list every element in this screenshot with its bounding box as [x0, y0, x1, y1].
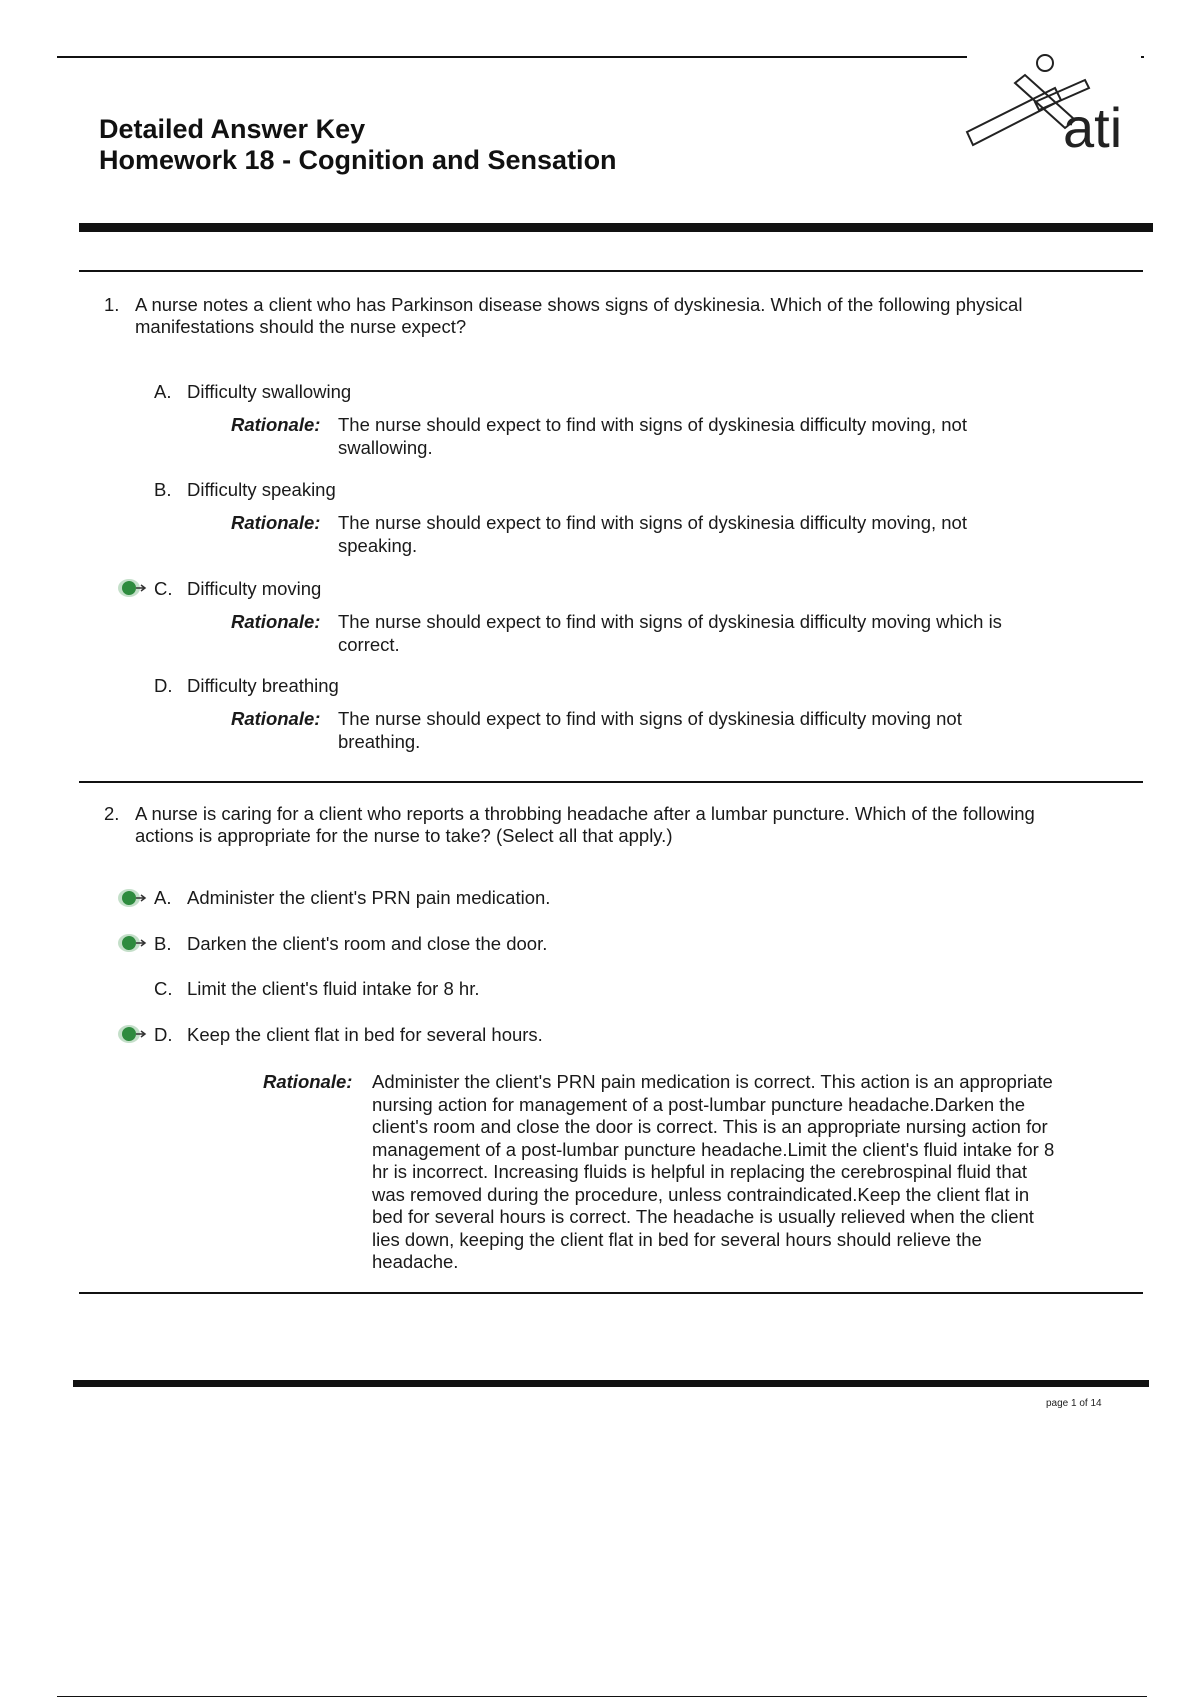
q1-option-b-rationale: [231, 512, 1051, 557]
rationale-line: client's room and close the door is correct. This is an appropriate nursing action for: [372, 1116, 1048, 1137]
rationale-line: lies down, keeping the client flat in bed for several hours should relieve the: [372, 1228, 982, 1250]
q2-option-c: [154, 978, 479, 1000]
rationale-line: swallowing.: [338, 436, 433, 458]
option-letter: B.: [154, 933, 172, 954]
rationale-label: Rationale:: [263, 1071, 353, 1092]
option-letter: A.: [154, 887, 172, 908]
rationale-line: nursing action for management of a post-lumbar puncture headache.Darken the: [372, 1093, 1026, 1115]
option-text: Difficulty moving: [187, 578, 322, 599]
q1-option-d-rationale: [231, 708, 1051, 753]
option-text: Darken the client's room and close the door.: [187, 933, 548, 954]
option-text: Difficulty speaking: [187, 479, 336, 500]
rationale-line: Administer the client's PRN pain medication is correct. This action is an appropriate: [372, 1071, 1053, 1092]
footer-thick-rule: [73, 1380, 1149, 1387]
section-rule-2: [79, 781, 1143, 783]
option-text: Limit the client's fluid intake for 8 hr.: [187, 978, 480, 999]
option-letter: C.: [154, 978, 173, 999]
title-line-2: Homework 18 - Cognition and Sensation: [99, 145, 617, 175]
option-text: Administer the client's PRN pain medication.: [187, 887, 551, 908]
rationale-line: was removed during the procedure, unless contraindicated.Keep the client flat in: [372, 1183, 1030, 1205]
q1-option-a: [154, 381, 351, 403]
q2-option-b: [154, 933, 547, 955]
correct-answer-icon: [117, 1023, 147, 1045]
q1-option-c-rationale: [231, 611, 1091, 656]
question-text-line: A nurse is caring for a client who reports a throbbing headache after a lumbar puncture. Which of the following: [135, 803, 1035, 824]
option-text: Keep the client flat in bed for several hours.: [187, 1024, 543, 1045]
rationale-line: hr is incorrect. Increasing fluids is helpful in replacing the cerebrospinal fluid that: [372, 1161, 1028, 1182]
header-thick-rule: [79, 223, 1153, 232]
bottom-rule: [57, 1696, 1147, 1697]
rationale-line: The nurse should expect to find with signs of dyskinesia difficulty moving, not: [338, 414, 967, 435]
header-top-rule: [57, 56, 967, 58]
rationale-label: Rationale:: [231, 611, 321, 632]
title-line-1: Detailed Answer Key: [99, 114, 366, 144]
q2-rationale: [263, 1071, 1123, 1274]
q1-option-b: [154, 479, 336, 501]
rationale-line: correct.: [338, 633, 400, 655]
q2-option-d: [154, 1024, 543, 1046]
section-rule-1: [79, 270, 1143, 272]
rationale-line: headache.: [372, 1251, 459, 1272]
question-2: [104, 803, 1144, 847]
option-text: Difficulty breathing: [187, 675, 339, 696]
rationale-line: management of a post-lumbar puncture headache.Limit the client's fluid intake for 8: [372, 1138, 1055, 1160]
rationale-line: speaking.: [338, 534, 418, 556]
option-letter: D.: [154, 1024, 173, 1045]
rationale-line: The nurse should expect to find with signs of dyskinesia difficulty moving not: [338, 708, 962, 729]
q2-option-a: [154, 887, 550, 909]
q1-option-a-rationale: [231, 414, 1051, 459]
question-1: [104, 294, 1124, 338]
rationale-line: The nurse should expect to find with signs of dyskinesia difficulty moving which is: [338, 611, 1002, 632]
question-text-line: A nurse notes a client who has Parkinson disease shows signs of dyskinesia. Which of the following physical: [135, 294, 1023, 315]
page-title: [99, 114, 617, 176]
option-letter: D.: [154, 675, 173, 696]
section-rule-3: [79, 1292, 1143, 1294]
rationale-label: Rationale:: [231, 708, 321, 729]
correct-answer-icon: [117, 887, 147, 909]
q1-option-d: [154, 675, 339, 697]
page-number: page 1 of 14: [1046, 1398, 1102, 1409]
option-letter: B.: [154, 479, 172, 500]
correct-answer-icon: [117, 577, 147, 599]
rationale-line: bed for several hours is correct. The headache is usually relieved when the client: [372, 1206, 1034, 1227]
option-letter: C.: [154, 578, 173, 599]
rationale-line: The nurse should expect to find with signs of dyskinesia difficulty moving, not: [338, 512, 967, 533]
question-text-line: actions is appropriate for the nurse to take? (Select all that apply.): [135, 825, 673, 846]
option-letter: A.: [154, 381, 172, 402]
question-number: 2.: [104, 803, 120, 824]
question-number: 1.: [104, 294, 120, 315]
ati-logo: [965, 50, 1145, 155]
option-text: Difficulty swallowing: [187, 381, 352, 402]
rationale-line: breathing.: [338, 730, 421, 752]
ati-logo-mark: [965, 50, 1145, 155]
ati-logo-text: ati: [1063, 96, 1123, 155]
rationale-label: Rationale:: [231, 512, 321, 533]
question-text-line: manifestations should the nurse expect?: [135, 316, 467, 337]
rationale-label: Rationale:: [231, 414, 321, 435]
correct-answer-icon: [117, 932, 147, 954]
q1-option-c: [154, 578, 321, 600]
